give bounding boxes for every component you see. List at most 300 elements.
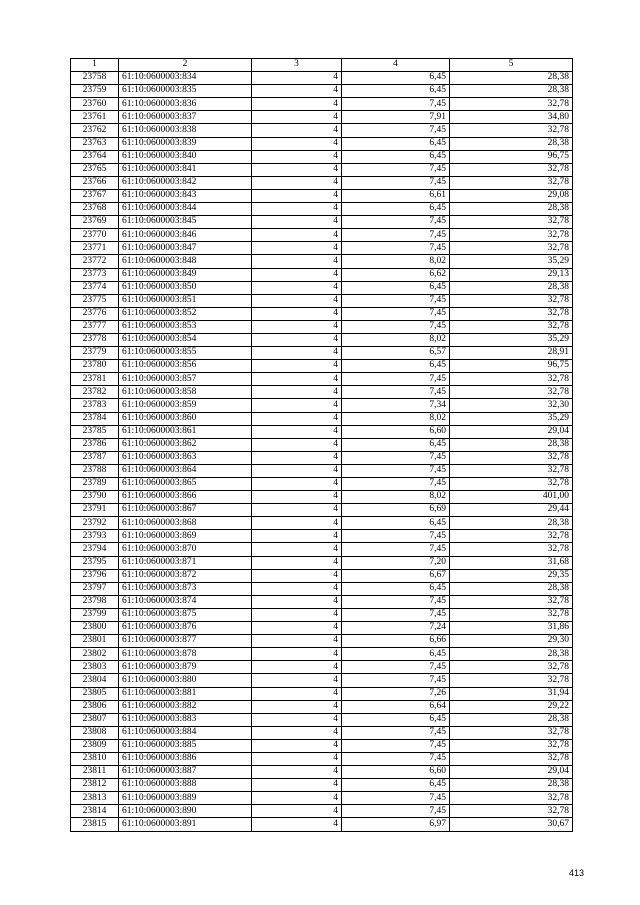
cell-category-code: 4	[252, 111, 342, 124]
cell-value-b: 28,38	[450, 648, 573, 661]
cell-category-code: 4	[252, 687, 342, 700]
cell-category-code: 4	[252, 556, 342, 569]
cell-category-code: 4	[252, 582, 342, 595]
cell-row-number: 23800	[71, 622, 119, 635]
cell-value-a: 7,45	[342, 752, 450, 765]
table-row	[71, 255, 573, 268]
cell-value-b: 32,78	[450, 242, 573, 255]
table-row	[71, 687, 573, 700]
table-row	[71, 726, 573, 739]
cell-value-b: 32,78	[450, 307, 573, 320]
cell-category-code: 4	[252, 203, 342, 216]
cell-value-b: 32,78	[450, 163, 573, 176]
cell-cadastral-number: 61:10:0600003:860	[119, 412, 252, 425]
cell-value-a: 7,45	[342, 320, 450, 333]
table-row	[71, 412, 573, 425]
table-row	[71, 779, 573, 792]
cell-row-number: 23798	[71, 595, 119, 608]
cell-value-b: 32,78	[450, 543, 573, 556]
cell-value-b: 31,68	[450, 556, 573, 569]
cell-cadastral-number: 61:10:0600003:842	[119, 176, 252, 189]
cell-row-number: 23772	[71, 255, 119, 268]
cell-category-code: 4	[252, 163, 342, 176]
cell-value-b: 29,44	[450, 504, 573, 517]
cell-value-b: 31,94	[450, 687, 573, 700]
cell-value-a: 7,26	[342, 687, 450, 700]
cell-value-a: 7,45	[342, 595, 450, 608]
table-row	[71, 805, 573, 818]
table-row	[71, 268, 573, 281]
cell-category-code: 4	[252, 307, 342, 320]
cell-row-number: 23782	[71, 386, 119, 399]
cell-value-b: 28,91	[450, 347, 573, 360]
table-row	[71, 124, 573, 137]
cell-value-a: 7,45	[342, 530, 450, 543]
cell-value-b: 29,08	[450, 189, 573, 202]
cell-row-number: 23781	[71, 373, 119, 386]
cell-category-code: 4	[252, 294, 342, 307]
table-row	[71, 517, 573, 530]
table-row	[71, 739, 573, 752]
cell-value-b: 32,78	[450, 98, 573, 111]
cell-category-code: 4	[252, 713, 342, 726]
cell-row-number: 23759	[71, 85, 119, 98]
cell-cadastral-number: 61:10:0600003:838	[119, 124, 252, 137]
cell-cadastral-number: 61:10:0600003:850	[119, 281, 252, 294]
page-number: 413	[568, 868, 584, 878]
cell-value-b: 29,35	[450, 569, 573, 582]
cell-category-code: 4	[252, 216, 342, 229]
cell-value-b: 35,29	[450, 255, 573, 268]
cell-value-b: 29,04	[450, 766, 573, 779]
cell-value-b: 32,78	[450, 451, 573, 464]
table-row	[71, 766, 573, 779]
cell-cadastral-number: 61:10:0600003:861	[119, 425, 252, 438]
cell-cadastral-number: 61:10:0600003:878	[119, 648, 252, 661]
cell-value-a: 6,45	[342, 360, 450, 373]
cell-value-a: 6,45	[342, 648, 450, 661]
cell-category-code: 4	[252, 176, 342, 189]
cell-value-a: 7,45	[342, 229, 450, 242]
cell-cadastral-number: 61:10:0600003:836	[119, 98, 252, 111]
cell-value-a: 6,45	[342, 438, 450, 451]
cell-row-number: 23796	[71, 569, 119, 582]
cell-value-b: 35,29	[450, 333, 573, 346]
cell-value-a: 6,45	[342, 137, 450, 150]
table-body	[71, 72, 573, 831]
table-row	[71, 425, 573, 438]
cell-cadastral-number: 61:10:0600003:866	[119, 491, 252, 504]
cell-category-code: 4	[252, 124, 342, 137]
cell-row-number: 23779	[71, 347, 119, 360]
cell-category-code: 4	[252, 569, 342, 582]
table-row	[71, 792, 573, 805]
cell-row-number: 23792	[71, 517, 119, 530]
cell-value-b: 32,78	[450, 805, 573, 818]
cell-value-a: 7,45	[342, 216, 450, 229]
cell-row-number: 23791	[71, 504, 119, 517]
cell-category-code: 4	[252, 386, 342, 399]
cell-value-b: 28,38	[450, 582, 573, 595]
cell-value-a: 8,02	[342, 333, 450, 346]
cell-row-number: 23806	[71, 700, 119, 713]
table-row	[71, 818, 573, 831]
cell-category-code: 4	[252, 648, 342, 661]
cell-value-a: 6,66	[342, 635, 450, 648]
cell-cadastral-number: 61:10:0600003:864	[119, 464, 252, 477]
cell-value-a: 6,45	[342, 150, 450, 163]
table-row	[71, 216, 573, 229]
cell-category-code: 4	[252, 320, 342, 333]
cell-category-code: 4	[252, 739, 342, 752]
column-header-5: 5	[450, 59, 573, 72]
cell-row-number: 23785	[71, 425, 119, 438]
cell-value-a: 7,45	[342, 294, 450, 307]
table-row	[71, 491, 573, 504]
cell-value-a: 6,45	[342, 203, 450, 216]
column-header-1: 1	[71, 59, 119, 72]
cell-row-number: 23783	[71, 399, 119, 412]
table-row	[71, 150, 573, 163]
cell-row-number: 23776	[71, 307, 119, 320]
cell-category-code: 4	[252, 661, 342, 674]
cell-cadastral-number: 61:10:0600003:835	[119, 85, 252, 98]
cell-category-code: 4	[252, 478, 342, 491]
cell-row-number: 23802	[71, 648, 119, 661]
cell-value-b: 30,67	[450, 818, 573, 831]
cell-cadastral-number: 61:10:0600003:874	[119, 595, 252, 608]
table-row	[71, 622, 573, 635]
cell-value-b: 28,38	[450, 203, 573, 216]
cell-row-number: 23786	[71, 438, 119, 451]
cell-category-code: 4	[252, 491, 342, 504]
cell-value-a: 6,62	[342, 268, 450, 281]
cell-row-number: 23767	[71, 189, 119, 202]
cell-row-number: 23815	[71, 818, 119, 831]
table-row	[71, 386, 573, 399]
cell-value-a: 7,45	[342, 478, 450, 491]
cell-value-b: 28,38	[450, 517, 573, 530]
cell-value-a: 7,45	[342, 726, 450, 739]
cell-category-code: 4	[252, 622, 342, 635]
cell-category-code: 4	[252, 98, 342, 111]
cell-value-a: 7,45	[342, 543, 450, 556]
cell-cadastral-number: 61:10:0600003:845	[119, 216, 252, 229]
cell-cadastral-number: 61:10:0600003:888	[119, 779, 252, 792]
cell-cadastral-number: 61:10:0600003:885	[119, 739, 252, 752]
cell-row-number: 23762	[71, 124, 119, 137]
cell-value-a: 7,45	[342, 608, 450, 621]
cell-value-b: 32,78	[450, 661, 573, 674]
cell-category-code: 4	[252, 792, 342, 805]
cell-value-a: 7,45	[342, 464, 450, 477]
cell-value-a: 6,64	[342, 700, 450, 713]
cell-category-code: 4	[252, 608, 342, 621]
cell-row-number: 23770	[71, 229, 119, 242]
cell-cadastral-number: 61:10:0600003:837	[119, 111, 252, 124]
table-row	[71, 333, 573, 346]
cell-row-number: 23771	[71, 242, 119, 255]
cell-cadastral-number: 61:10:0600003:858	[119, 386, 252, 399]
cell-cadastral-number: 61:10:0600003:872	[119, 569, 252, 582]
cell-value-b: 29,30	[450, 635, 573, 648]
cell-row-number: 23794	[71, 543, 119, 556]
cell-cadastral-number: 61:10:0600003:856	[119, 360, 252, 373]
table-row	[71, 242, 573, 255]
cell-value-b: 29,04	[450, 425, 573, 438]
cell-row-number: 23807	[71, 713, 119, 726]
cell-category-code: 4	[252, 805, 342, 818]
cell-cadastral-number: 61:10:0600003:865	[119, 478, 252, 491]
cell-category-code: 4	[252, 700, 342, 713]
cell-value-b: 32,78	[450, 124, 573, 137]
table-row	[71, 203, 573, 216]
cell-value-a: 6,57	[342, 347, 450, 360]
cell-row-number: 23808	[71, 726, 119, 739]
cell-category-code: 4	[252, 726, 342, 739]
column-header-4: 4	[342, 59, 450, 72]
table-row	[71, 347, 573, 360]
cell-category-code: 4	[252, 530, 342, 543]
cell-row-number: 23812	[71, 779, 119, 792]
cell-row-number: 23764	[71, 150, 119, 163]
cell-cadastral-number: 61:10:0600003:884	[119, 726, 252, 739]
table-row	[71, 137, 573, 150]
cell-row-number: 23780	[71, 360, 119, 373]
cell-value-a: 6,67	[342, 569, 450, 582]
cell-value-a: 6,45	[342, 582, 450, 595]
table-row	[71, 530, 573, 543]
cell-row-number: 23758	[71, 72, 119, 85]
cell-row-number: 23763	[71, 137, 119, 150]
cell-value-a: 6,97	[342, 818, 450, 831]
cell-category-code: 4	[252, 517, 342, 530]
cell-value-a: 7,45	[342, 805, 450, 818]
cell-cadastral-number: 61:10:0600003:853	[119, 320, 252, 333]
cell-row-number: 23766	[71, 176, 119, 189]
cell-value-b: 28,38	[450, 779, 573, 792]
cell-row-number: 23784	[71, 412, 119, 425]
cell-value-a: 6,61	[342, 189, 450, 202]
cell-row-number: 23793	[71, 530, 119, 543]
cell-cadastral-number: 61:10:0600003:841	[119, 163, 252, 176]
table-row	[71, 373, 573, 386]
cell-value-a: 7,45	[342, 386, 450, 399]
cell-row-number: 23809	[71, 739, 119, 752]
cell-cadastral-number: 61:10:0600003:883	[119, 713, 252, 726]
column-header-2: 2	[119, 59, 252, 72]
cell-cadastral-number: 61:10:0600003:870	[119, 543, 252, 556]
cell-value-a: 6,45	[342, 72, 450, 85]
cell-value-b: 32,78	[450, 373, 573, 386]
cell-value-a: 6,45	[342, 517, 450, 530]
cell-row-number: 23814	[71, 805, 119, 818]
table-row	[71, 189, 573, 202]
cell-value-b: 32,78	[450, 386, 573, 399]
cell-cadastral-number: 61:10:0600003:843	[119, 189, 252, 202]
cell-row-number: 23813	[71, 792, 119, 805]
table-row	[71, 307, 573, 320]
table-row	[71, 438, 573, 451]
cell-category-code: 4	[252, 818, 342, 831]
cell-cadastral-number: 61:10:0600003:848	[119, 255, 252, 268]
cell-cadastral-number: 61:10:0600003:840	[119, 150, 252, 163]
cell-value-a: 7,24	[342, 622, 450, 635]
cell-cadastral-number: 61:10:0600003:891	[119, 818, 252, 831]
cell-row-number: 23799	[71, 608, 119, 621]
cell-category-code: 4	[252, 137, 342, 150]
cell-cadastral-number: 61:10:0600003:863	[119, 451, 252, 464]
cell-cadastral-number: 61:10:0600003:886	[119, 752, 252, 765]
cell-value-b: 34,80	[450, 111, 573, 124]
cell-cadastral-number: 61:10:0600003:868	[119, 517, 252, 530]
cell-value-b: 35,29	[450, 412, 573, 425]
cell-cadastral-number: 61:10:0600003:880	[119, 674, 252, 687]
table-row	[71, 85, 573, 98]
cell-category-code: 4	[252, 347, 342, 360]
table-row	[71, 464, 573, 477]
cell-category-code: 4	[252, 595, 342, 608]
cell-category-code: 4	[252, 268, 342, 281]
cell-category-code: 4	[252, 438, 342, 451]
cell-category-code: 4	[252, 373, 342, 386]
table-row	[71, 281, 573, 294]
cell-value-a: 8,02	[342, 255, 450, 268]
table-row	[71, 163, 573, 176]
cell-row-number: 23775	[71, 294, 119, 307]
cell-value-a: 6,45	[342, 281, 450, 294]
cell-cadastral-number: 61:10:0600003:855	[119, 347, 252, 360]
table-row	[71, 294, 573, 307]
header-row	[71, 59, 573, 72]
cell-row-number: 23773	[71, 268, 119, 281]
table-row	[71, 229, 573, 242]
table-row	[71, 478, 573, 491]
cell-value-a: 7,45	[342, 739, 450, 752]
cell-category-code: 4	[252, 779, 342, 792]
cell-value-a: 7,45	[342, 163, 450, 176]
cell-value-b: 96,75	[450, 150, 573, 163]
cell-category-code: 4	[252, 72, 342, 85]
cell-value-b: 32,78	[450, 294, 573, 307]
cell-value-b: 28,38	[450, 713, 573, 726]
cell-value-b: 32,30	[450, 399, 573, 412]
cell-value-b: 28,38	[450, 438, 573, 451]
table-row	[71, 713, 573, 726]
cell-value-b: 32,78	[450, 792, 573, 805]
cell-cadastral-number: 61:10:0600003:839	[119, 137, 252, 150]
cell-category-code: 4	[252, 766, 342, 779]
cell-row-number: 23788	[71, 464, 119, 477]
cell-category-code: 4	[252, 412, 342, 425]
cell-row-number: 23787	[71, 451, 119, 464]
cell-category-code: 4	[252, 255, 342, 268]
cell-value-a: 7,20	[342, 556, 450, 569]
cell-category-code: 4	[252, 543, 342, 556]
cell-value-b: 96,75	[450, 360, 573, 373]
cell-cadastral-number: 61:10:0600003:887	[119, 766, 252, 779]
cell-cadastral-number: 61:10:0600003:849	[119, 268, 252, 281]
cell-value-a: 7,45	[342, 98, 450, 111]
cell-row-number: 23774	[71, 281, 119, 294]
cell-category-code: 4	[252, 451, 342, 464]
cell-row-number: 23777	[71, 320, 119, 333]
cell-row-number: 23810	[71, 752, 119, 765]
cell-value-b: 32,78	[450, 464, 573, 477]
cell-value-b: 32,78	[450, 530, 573, 543]
cell-value-b: 28,38	[450, 281, 573, 294]
cell-row-number: 23801	[71, 635, 119, 648]
cell-value-a: 7,45	[342, 176, 450, 189]
cell-cadastral-number: 61:10:0600003:890	[119, 805, 252, 818]
cell-row-number: 23804	[71, 674, 119, 687]
cell-value-a: 6,60	[342, 766, 450, 779]
cell-value-b: 32,78	[450, 752, 573, 765]
cell-value-b: 32,78	[450, 176, 573, 189]
cell-row-number: 23797	[71, 582, 119, 595]
cell-cadastral-number: 61:10:0600003:859	[119, 399, 252, 412]
cell-value-b: 32,78	[450, 726, 573, 739]
cell-cadastral-number: 61:10:0600003:867	[119, 504, 252, 517]
cell-cadastral-number: 61:10:0600003:857	[119, 373, 252, 386]
table-row	[71, 98, 573, 111]
cell-value-b: 401,00	[450, 491, 573, 504]
table-row	[71, 661, 573, 674]
cell-category-code: 4	[252, 333, 342, 346]
cell-cadastral-number: 61:10:0600003:875	[119, 608, 252, 621]
cell-value-a: 7,45	[342, 674, 450, 687]
table-row	[71, 111, 573, 124]
cell-category-code: 4	[252, 399, 342, 412]
cell-category-code: 4	[252, 281, 342, 294]
cell-row-number: 23811	[71, 766, 119, 779]
cell-value-a: 6,45	[342, 713, 450, 726]
cell-value-a: 7,45	[342, 451, 450, 464]
cell-value-b: 29,13	[450, 268, 573, 281]
table-row	[71, 543, 573, 556]
cell-cadastral-number: 61:10:0600003:844	[119, 203, 252, 216]
cell-category-code: 4	[252, 425, 342, 438]
cell-category-code: 4	[252, 360, 342, 373]
cell-row-number: 23795	[71, 556, 119, 569]
cell-value-a: 7,45	[342, 242, 450, 255]
cell-value-b: 31,86	[450, 622, 573, 635]
table-row	[71, 72, 573, 85]
cell-value-b: 32,78	[450, 595, 573, 608]
cell-value-a: 7,45	[342, 792, 450, 805]
cell-value-a: 7,45	[342, 307, 450, 320]
table-row	[71, 648, 573, 661]
cell-value-b: 28,38	[450, 72, 573, 85]
cell-cadastral-number: 61:10:0600003:879	[119, 661, 252, 674]
cell-cadastral-number: 61:10:0600003:877	[119, 635, 252, 648]
cell-row-number: 23803	[71, 661, 119, 674]
cell-cadastral-number: 61:10:0600003:869	[119, 530, 252, 543]
cell-category-code: 4	[252, 85, 342, 98]
cell-value-a: 7,45	[342, 373, 450, 386]
cell-row-number: 23778	[71, 333, 119, 346]
cell-cadastral-number: 61:10:0600003:852	[119, 307, 252, 320]
cell-value-a: 7,45	[342, 124, 450, 137]
cell-row-number: 23789	[71, 478, 119, 491]
cell-category-code: 4	[252, 674, 342, 687]
cell-cadastral-number: 61:10:0600003:871	[119, 556, 252, 569]
table-row	[71, 752, 573, 765]
cell-cadastral-number: 61:10:0600003:889	[119, 792, 252, 805]
data-table	[70, 58, 573, 832]
table-row	[71, 451, 573, 464]
table-row	[71, 700, 573, 713]
